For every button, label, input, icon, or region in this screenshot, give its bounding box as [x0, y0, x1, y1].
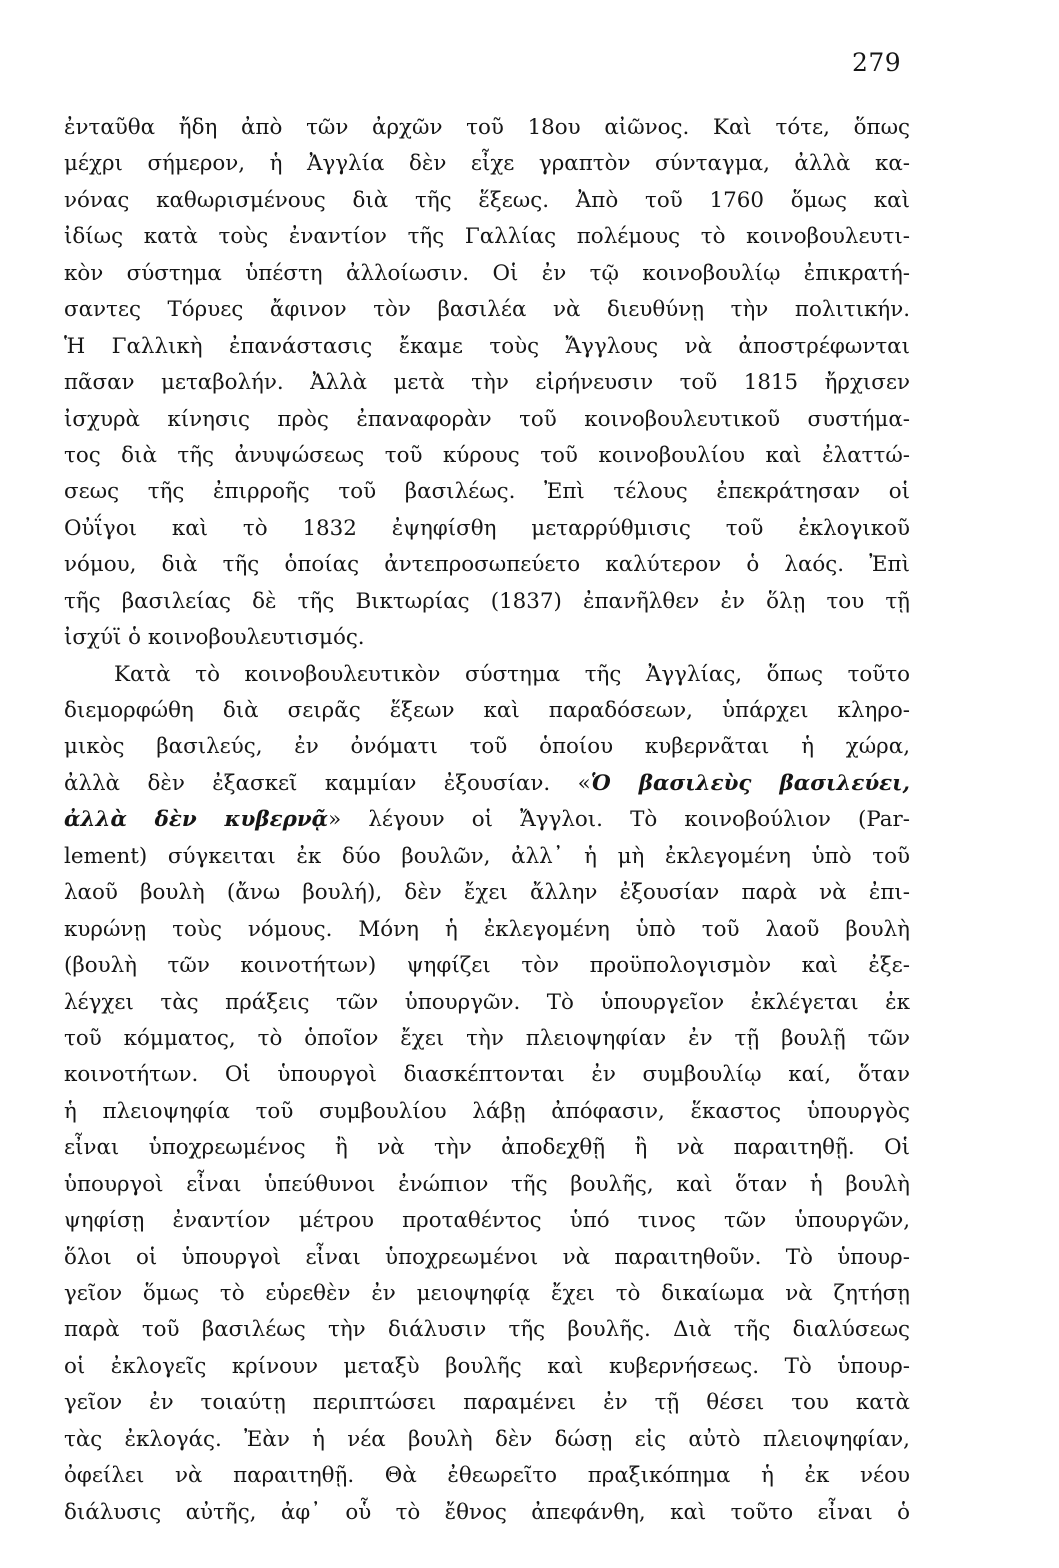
text-line-with-emphasis — [64, 766, 910, 802]
text-line — [64, 1531, 910, 1567]
text-line: οἱ ἐκλογεῖς κρίνουν μεταξὺ βουλῆς καὶ κυβερνήσεως. Τὸ ὑπουρ- — [64, 1353, 910, 1379]
text-line: πᾶσαν μεταβολήν. Ἀλλὰ μετὰ τὴν εἰρήνευσιν τοῦ 1815 ἤρχισεν — [64, 370, 910, 396]
text-line: λέγχει τὰς πράξεις τῶν ὑπουργῶν. Τὸ ὑπουργεῖον ἐκλέγεται ἐκ — [64, 989, 910, 1015]
text-line: διάλυσις αὐτῆς, ἀφ᾿ οὗ τὸ ἔθνος ἀπεφάνθη, καὶ τοῦτο εἶναι ὁ — [64, 1499, 910, 1525]
emphasized-quote: ἀλλὰ δὲν κυβερνᾷ — [64, 807, 329, 833]
text-line: lement) σύγκειται ἐκ δύο βουλῶν, ἀλλ᾿ ἡ μὴ ἐκλεγομένη ὑπὸ τοῦ — [64, 843, 910, 869]
text-line: κὸν σύστημα ὑπέστη ἀλλοίωσιν. Οἱ ἐν τῷ κοινοβουλίῳ ἐπικρατή- — [64, 260, 910, 286]
text-line: ἐνταῦθα ἤδη ἀπὸ τῶν ἀρχῶν τοῦ 18ου αἰῶνος. Καὶ τότε, ὅπως — [64, 115, 910, 140]
line-pre-text: ἀλλὰ δὲν ἐξασκεῖ καμμίαν ἐξουσίαν. « — [64, 770, 591, 796]
text-line: ψηφίσῃ ἐναντίον μέτρου προταθέντος ὑπό τινος τῶν ὑπουργῶν, — [64, 1208, 910, 1234]
text-line: ὑπουργοὶ εἶναι ὑπεύθυνοι ἐνώπιον τῆς βουλῆς, καὶ ὅταν ἡ βουλὴ — [64, 1171, 910, 1197]
paragraph-end-line: ἰσχύϊ ὁ κοινοβουλευτισμός. — [64, 625, 365, 651]
emphasized-quote: Ὁ βασιλεὺς βασιλεύει, — [590, 770, 910, 796]
text-line: γεῖον ἐν τοιαύτῃ περιπτώσει παραμένει ἐν τῇ θέσει του κατὰ — [64, 1390, 910, 1416]
text-line: ἰσχυρὰ κίνησις πρὸς ἐπαναφορὰν τοῦ κοινοβουλευτικοῦ συστήμα- — [64, 406, 910, 432]
text-line: διεμορφώθη διὰ σειρᾶς ἕξεων καὶ παραδόσεων, ὑπάρχει κληρο- — [64, 698, 910, 723]
text-line: κυρώνῃ τοὺς νόμους. Μόνη ἡ ἐκλεγομένη ὑπὸ τοῦ λαοῦ βουλὴ — [64, 916, 910, 942]
text-line: γεῖον ὅμως τὸ εὑρεθὲν ἐν μειοψηφίᾳ ἔχει τὸ δικαίωμα νὰ ζητήσῃ — [64, 1281, 910, 1306]
text-line: Ἡ Γαλλικὴ ἐπανάστασις ἔκαμε τοὺς Ἄγγλους νὰ ἀποστρέφωνται — [64, 333, 910, 359]
text-line: (βουλὴ τῶν κοινοτήτων) ψηφίζει τὸν προϋπολογισμὸν καὶ ἐξε- — [64, 953, 910, 979]
text-line: τοῦ κόμματος, τὸ ὁποῖον ἔχει τὴν πλειοψηφίαν ἐν τῇ βουλῇ τῶν — [64, 1025, 910, 1051]
body-text — [64, 110, 910, 1568]
text-line: παρὰ τοῦ βασιλέως τὴν διάλυσιν τῆς βουλῆς. Διὰ τῆς διαλύσεως — [64, 1317, 910, 1343]
text-line: ἰδίως κατὰ τοὺς ἐναντίον τῆς Γαλλίας πολέμους τὸ κοινοβουλευτι- — [64, 224, 910, 250]
text-line: τῆς βασιλείας δὲ τῆς Βικτωρίας (1837) ἐπανῆλθεν ἐν ὅλῃ του τῇ — [64, 588, 910, 614]
text-line: νόμου, διὰ τῆς ὁποίας ἀντεπροσωπεύετο καλύτερον ὁ λαός. Ἐπὶ — [64, 552, 910, 578]
text-line-with-emphasis — [64, 802, 910, 838]
text-line: ὅλοι οἱ ὑπουργοὶ εἶναι ὑποχρεωμένοι νὰ παραιτηθοῦν. Τὸ ὑπουρ- — [64, 1244, 910, 1270]
page-number: 279 — [852, 48, 902, 77]
line-post-text: » λέγουν οἱ Ἄγγλοι. Τὸ κοινοβούλιον (Par- — [328, 807, 910, 833]
text-line: εἶναι ὑποχρεωμένος ἢ νὰ τὴν ἀποδεχθῇ ἢ νὰ παραιτηθῇ. Οἱ — [64, 1135, 910, 1161]
paragraph-start-line: Κατὰ τὸ κοινοβουλευτικὸν σύστημα τῆς Ἀγγλίας, ὅπως τοῦτο — [114, 661, 910, 687]
text-line: σεως τῆς ἐπιρροῆς τοῦ βασιλέως. Ἐπὶ τέλους ἐπεκράτησαν οἱ — [64, 479, 910, 505]
text-line: ἡ πλειοψηφία τοῦ συμβουλίου λάβῃ ἀπόφασιν, ἕκαστος ὑπουργὸς — [64, 1098, 910, 1124]
text-line: τος διὰ τῆς ἀνυψώσεως τοῦ κύρους τοῦ κοινοβουλίου καὶ ἐλαττώ- — [64, 442, 910, 468]
text-line: κοινοτήτων. Οἱ ὑπουργοὶ διασκέπτονται ἐν συμβουλίῳ καί, ὅταν — [64, 1062, 910, 1088]
text-line: μικὸς βασιλεύς, ἐν ὀνόματι τοῦ ὁποίου κυβερνᾶται ἡ χώρα, — [64, 734, 910, 760]
text-line: ὀφείλει νὰ παραιτηθῇ. Θὰ ἐθεωρεῖτο πραξικόπημα ἡ ἐκ νέου — [64, 1463, 910, 1489]
text-line: νόνας καθωρισμένους διὰ τῆς ἕξεως. Ἀπὸ τοῦ 1760 ὅμως καὶ — [64, 187, 910, 213]
text-line: λαοῦ βουλὴ (ἄνω βουλή), δὲν ἔχει ἄλλην ἐξουσίαν παρὰ νὰ ἐπι- — [64, 880, 910, 906]
text-line: σαντες Τόρυες ἄφινον τὸν βασιλέα νὰ διευθύνῃ τὴν πολιτικήν. — [64, 297, 910, 323]
text-line: τὰς ἐκλογάς. Ἐὰν ἡ νέα βουλὴ δὲν δώσῃ εἰς αὐτὸ πλειοψηφίαν, — [64, 1426, 910, 1452]
text-line: μέχρι σήμερον, ἡ Ἀγγλία δὲν εἶχε γραπτὸν σύνταγμα, ἀλλὰ κα- — [64, 151, 910, 177]
text-line: Οὐΐγοι καὶ τὸ 1832 ἐψηφίσθη μεταρρύθμισις τοῦ ἐκλογικοῦ — [64, 515, 910, 541]
